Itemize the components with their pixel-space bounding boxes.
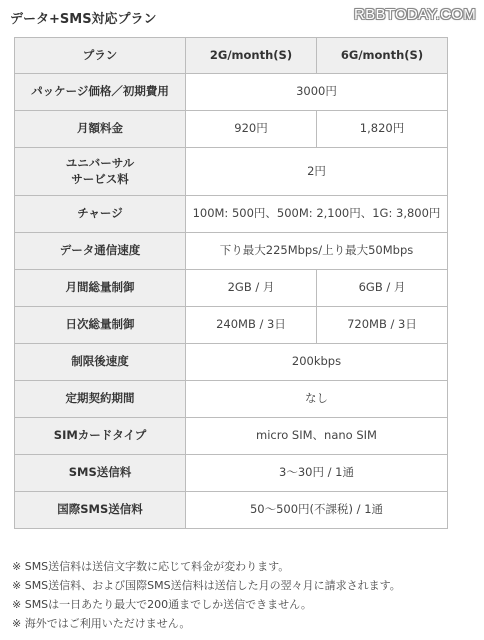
table-header-row	[15, 38, 448, 74]
row-label: 定期契約期間	[15, 381, 186, 418]
row-label: 制限後速度	[15, 344, 186, 381]
footnote: ※ SMSは一日あたり最大で200通までしか送信できません。	[12, 598, 312, 611]
row-value: 3000円	[186, 74, 448, 111]
table-row	[15, 74, 448, 111]
row-value: 3〜30円 / 1通	[186, 455, 448, 492]
table-row	[15, 344, 448, 381]
row-value-2g: 240MB / 3日	[186, 307, 317, 344]
header-6g-plan: 6G/month(S)	[317, 38, 448, 74]
row-label: 月額料金	[15, 111, 186, 148]
row-value-2g: 2GB / 月	[186, 270, 317, 307]
row-value-6g: 6GB / 月	[317, 270, 448, 307]
row-value-6g: 1,820円	[317, 111, 448, 148]
row-value: なし	[186, 381, 448, 418]
table-row	[15, 492, 448, 529]
plan-table	[14, 37, 448, 529]
table-row	[15, 148, 448, 196]
footnote: ※ 海外ではご利用いただけません。	[12, 617, 191, 630]
row-label-line: サービス料	[71, 171, 129, 186]
row-value-6g: 720MB / 3日	[317, 307, 448, 344]
row-value: 下り最大225Mbps/上り最大50Mbps	[186, 233, 448, 270]
table-row	[15, 196, 448, 233]
row-label: データ通信速度	[15, 233, 186, 270]
table-row	[15, 270, 448, 307]
watermark-logo: RBBTODAY.COM	[354, 6, 476, 23]
header-2g-plan: 2G/month(S)	[186, 38, 317, 74]
row-label: 日次総量制御	[15, 307, 186, 344]
footnote: ※ SMS送信料、および国際SMS送信料は送信した月の翌々月に請求されます。	[12, 579, 401, 592]
row-label: パッケージ価格／初期費用	[15, 74, 186, 111]
page-title: データ+SMS対応プラン	[10, 12, 157, 27]
row-label: SMS送信料	[15, 455, 186, 492]
footnotes	[12, 557, 401, 633]
table-row	[15, 381, 448, 418]
row-label: SIMカードタイプ	[15, 418, 186, 455]
row-label-line: ユニバーサル	[65, 155, 135, 170]
row-label: チャージ	[15, 196, 186, 233]
row-value: 200kbps	[186, 344, 448, 381]
row-label: 月間総量制御	[15, 270, 186, 307]
row-label: 国際SMS送信料	[15, 492, 186, 529]
table-row	[15, 111, 448, 148]
row-value: micro SIM、nano SIM	[186, 418, 448, 455]
row-value: 2円	[186, 148, 448, 196]
row-value: 100M: 500円、500M: 2,100円、1G: 3,800円	[186, 196, 448, 233]
table-row	[15, 418, 448, 455]
header-plan: プラン	[15, 38, 186, 74]
table-row	[15, 455, 448, 492]
table-row	[15, 307, 448, 344]
row-value-2g: 920円	[186, 111, 317, 148]
row-value: 50〜500円(不課税) / 1通	[186, 492, 448, 529]
table-row	[15, 233, 448, 270]
footnote: ※ SMS送信料は送信文字数に応じて料金が変わります。	[12, 560, 290, 573]
row-label	[15, 148, 186, 196]
